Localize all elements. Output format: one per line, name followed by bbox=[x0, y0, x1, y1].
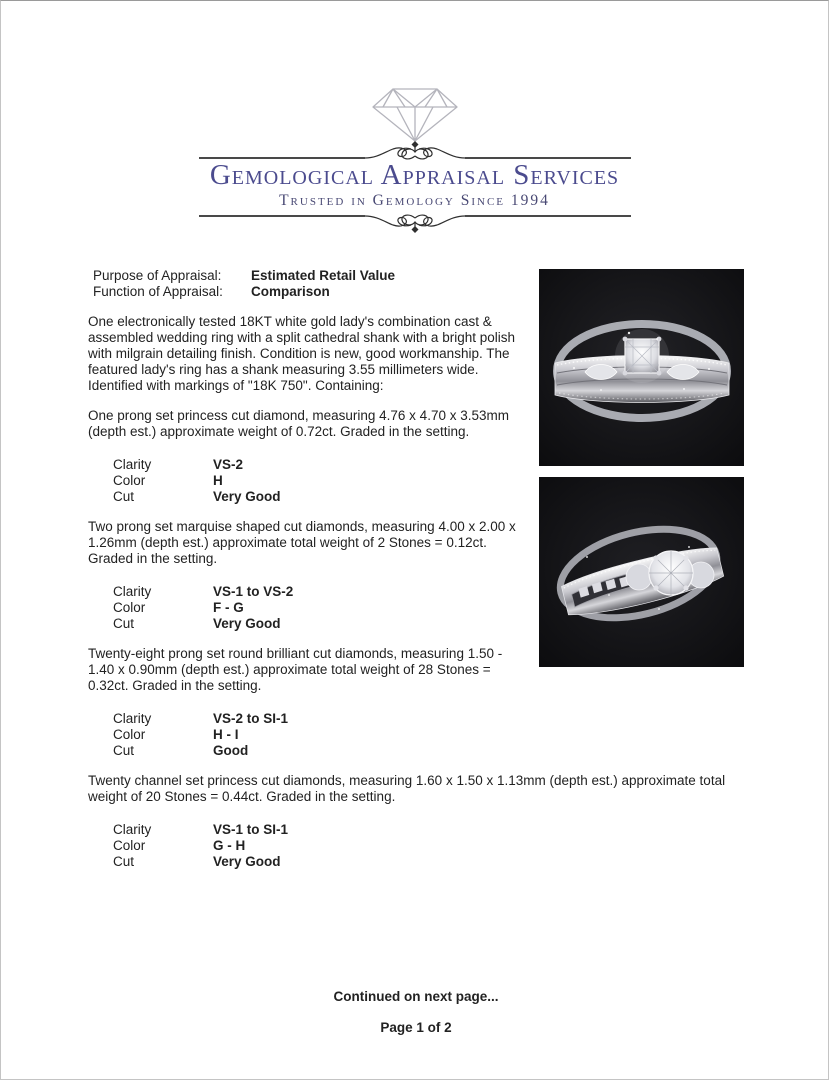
color-value: H - I bbox=[213, 727, 239, 742]
ring-photo-front-view bbox=[539, 269, 744, 466]
ring-front-view-image bbox=[539, 269, 744, 466]
diamond-outline-icon bbox=[367, 85, 463, 143]
clarity-value: VS-1 to VS-2 bbox=[213, 584, 294, 599]
cut-value: Good bbox=[213, 743, 249, 758]
logo-header bbox=[1, 1, 828, 234]
color-value: G - H bbox=[213, 838, 246, 853]
cut-label: Cut bbox=[113, 854, 135, 869]
page-number: Page 1 of 2 bbox=[380, 1020, 452, 1035]
clarity-label: Clarity bbox=[113, 711, 152, 726]
color-label: Color bbox=[113, 838, 146, 853]
cut-label: Cut bbox=[113, 743, 135, 758]
grade-row-clarity bbox=[113, 711, 744, 727]
grade-row-clarity bbox=[113, 584, 525, 600]
color-label: Color bbox=[113, 600, 146, 615]
grade-row-cut bbox=[113, 743, 744, 759]
grade-row-cut bbox=[113, 854, 744, 870]
color-label: Color bbox=[113, 473, 146, 488]
function-label: Function of Appraisal: bbox=[93, 284, 223, 299]
stone-4-description: Twenty channel set princess cut diamonds, measuring 1.60 x 1.50 x 1.13mm (depth est.) approximate total weight of 20 Stones = 0.44ct. Graded in the setting. bbox=[88, 773, 726, 804]
ring-photo-angle-view bbox=[539, 477, 744, 667]
color-value: F - G bbox=[213, 600, 244, 615]
grade-row-color bbox=[113, 727, 744, 743]
ring-angle-view-image bbox=[539, 477, 744, 667]
function-value: Comparison bbox=[251, 284, 330, 299]
clarity-value: VS-1 to SI-1 bbox=[213, 822, 289, 837]
cut-value: Very Good bbox=[213, 489, 281, 504]
continued-notice: Continued on next page... bbox=[333, 989, 499, 1004]
grade-row-color bbox=[113, 473, 525, 489]
cut-label: Cut bbox=[113, 489, 135, 504]
stone-1-description: One prong set princess cut diamond, measuring 4.76 x 4.70 x 3.53mm (depth est.) approximate weight of 0.72ct. Graded in the setting. bbox=[88, 408, 509, 439]
clarity-value: VS-2 bbox=[213, 457, 244, 472]
item-description: One electronically tested 18KT white gold lady's combination cast & assembled wedding ring with a split cathedral shank with a bright polish with milgrain detailing finish. Condition is new, good workmanship. The featured lady's ring has a shank measuring 3.55 millimeters wide. Identified with markings of "18K 750". Containing: bbox=[88, 314, 515, 393]
clarity-label: Clarity bbox=[113, 457, 152, 472]
grade-row-clarity bbox=[113, 822, 744, 838]
clarity-label: Clarity bbox=[113, 822, 152, 837]
grade-row-cut bbox=[113, 489, 525, 505]
company-name: Gemological Appraisal Services bbox=[209, 159, 620, 191]
scroll-flourish-divider-bottom-icon bbox=[199, 212, 631, 234]
cut-value: Very Good bbox=[213, 616, 281, 631]
purpose-row bbox=[93, 268, 525, 284]
color-label: Color bbox=[113, 727, 146, 742]
stone-4-grade-table bbox=[113, 822, 744, 870]
photo-column bbox=[539, 269, 744, 667]
clarity-value: VS-2 to SI-1 bbox=[213, 711, 289, 726]
scroll-flourish-divider-top-icon bbox=[199, 140, 631, 162]
clarity-label: Clarity bbox=[113, 584, 152, 599]
company-tagline: Trusted in Gemology Since 1994 bbox=[279, 192, 550, 209]
stone-3-description: Twenty-eight prong set round brilliant cut diamonds, measuring 1.50 - 1.40 x 0.90mm (depth est.) approximate total weight of 28 Stones = 0.32ct. Graded in the setting. bbox=[88, 646, 503, 693]
stone-3-grade-table bbox=[113, 711, 744, 759]
appraisal-body bbox=[88, 268, 744, 870]
cut-value: Very Good bbox=[213, 854, 281, 869]
page-footer bbox=[88, 989, 744, 1035]
grade-row-cut bbox=[113, 616, 525, 632]
color-value: H bbox=[213, 473, 223, 488]
purpose-label: Purpose of Appraisal: bbox=[93, 268, 222, 283]
cut-label: Cut bbox=[113, 616, 135, 631]
stone-2-description: Two prong set marquise shaped cut diamonds, measuring 4.00 x 2.00 x 1.26mm (depth est.) approximate total weight of 2 Stones = 0.12ct. Graded in the setting. bbox=[88, 519, 516, 566]
grade-row-color bbox=[113, 600, 525, 616]
purpose-value: Estimated Retail Value bbox=[251, 268, 396, 283]
function-row bbox=[93, 284, 525, 300]
grade-row-color bbox=[113, 838, 744, 854]
grade-row-clarity bbox=[113, 457, 525, 473]
